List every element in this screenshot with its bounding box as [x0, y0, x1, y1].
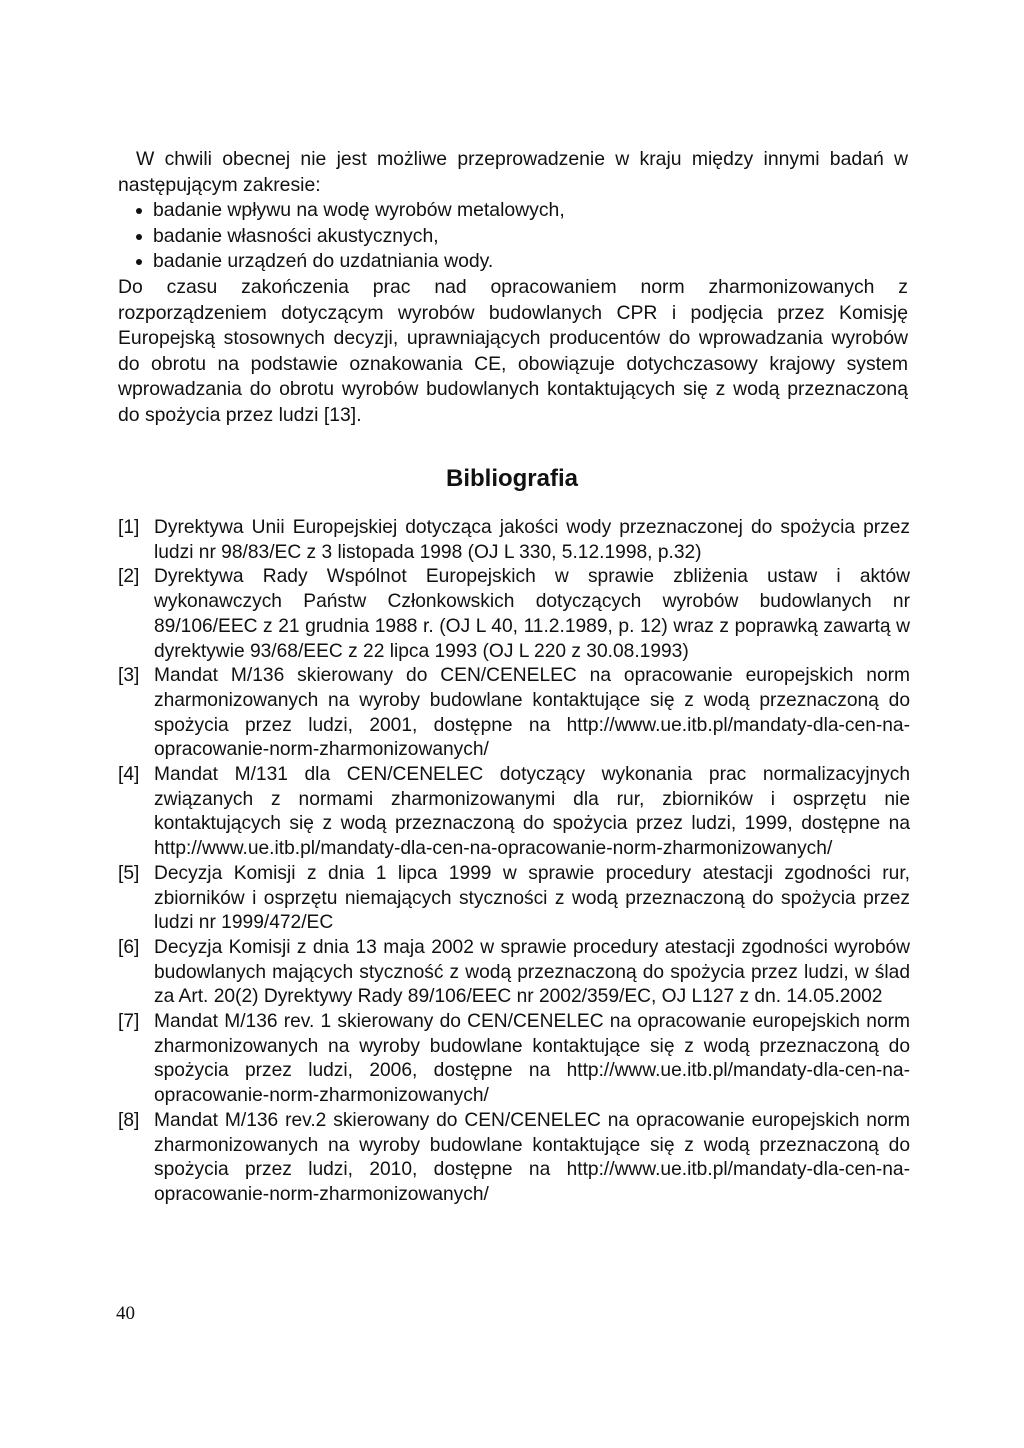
list-item-text: badanie własności akustycznych, — [153, 224, 439, 247]
reference-text: Decyzja Komisji z dnia 13 maja 2002 w sprawie procedury atestacji zgodności wyrobów budowlanych mających styczność z wodą przeznaczoną do spożycia przez ludzi, w ślad za Art. 20(2) Dyrektywy Rady 89/106/EEC nr 2002/359/EC, OJ L127 z dn. 14.05.2002 — [154, 936, 910, 1008]
reference-item — [118, 763, 910, 862]
reference-item — [118, 565, 910, 664]
bullet-icon — [136, 234, 142, 240]
reference-number: [8] — [118, 1109, 140, 1131]
reference-number: [1] — [118, 517, 140, 538]
reference-text: Dyrektywa Rady Wspólnot Europejskich w sprawie zbliżenia ustaw i aktów wykonawczych Państw Członkowskich dotyczących wyrobów budowlanych nr 89/106/EEC z 21 grudnia 1988 r. (OJ L 40, 11.2.1989, p. 12) wraz z poprawką zawartą w dyrektywie 93/68/EEC z 22 lipca 1993 (OJ L 220 z 30.08.1993) — [154, 566, 910, 662]
page-number: 40 — [116, 1303, 135, 1324]
list-item — [136, 224, 908, 250]
list-item — [136, 198, 908, 224]
intro-lead-paragraph: W chwili obecnej nie jest możliwe przeprowadzenie w kraju między innymi badań w następującym zakresie: — [118, 148, 908, 196]
bullet-icon — [136, 208, 142, 214]
bullet-icon — [136, 259, 142, 265]
bibliography-heading: Bibliografia — [445, 465, 578, 492]
reference-number: [7] — [118, 1011, 140, 1033]
list-item-text: badanie urządzeń do uzdatniania wody. — [153, 250, 494, 273]
reference-text: Mandat M/136 rev. 1 skierowany do CEN/CENELEC na opracowanie europejskich norm zharmonizowanych na wyroby budowlane kontaktujące się z wodą przeznaczoną do spożycia przez ludzi, 2006, dostępne na http://www.ue.itb.pl/mandaty-dla-cen-na-opracowanie-norm-zharmonizowanych/ — [154, 1011, 910, 1107]
reference-text: Mandat M/136 skierowany do CEN/CENELEC na opracowanie europejskich norm zharmonizowanych na wyroby budowlane kontaktujące się z wodą przeznaczoną do spożycia przez ludzi, 2001, dostępne na http://www.ue.itb.pl/mandaty-dla-cen-na-opracowanie-norm-zharmonizowanych/ — [154, 665, 910, 761]
reference-item — [118, 1109, 910, 1208]
reference-item — [118, 516, 910, 565]
reference-item — [118, 936, 910, 1010]
system-paragraph: Do czasu zakończenia prac nad opracowaniem norm zharmonizowanych z rozporządzeniem dotyczącym wyrobów budowlanych CPR i podjęcia przez Komisję Europejską stosownych decyzji, uprawniających producentów do wprowadzania wyrobów do obrotu na podstawie oznakowania CE, obowiązuje dotychczasowy krajowy system wprowadzania do obrotu wyrobów budowlanych kontaktujących się z wodą przeznaczoną do spożycia przez ludzi [13]. — [118, 275, 908, 426]
reference-text: Mandat M/136 rev.2 skierowany do CEN/CENELEC na opracowanie europejskich norm zharmonizowanych na wyroby budowlane kontaktujące się z wodą przeznaczoną do spożycia przez ludzi, 2010, dostępne na http://www.ue.itb.pl/mandaty-dla-cen-na-opracowanie-norm-zharmonizowanych/ — [154, 1109, 910, 1205]
list-item-text: badanie wpływu na wodę wyrobów metalowych, — [153, 199, 565, 222]
reference-number: [6] — [118, 936, 140, 958]
reference-number: [2] — [118, 566, 140, 588]
reference-number: [5] — [118, 862, 140, 884]
body-text — [118, 147, 908, 429]
reference-item — [118, 664, 910, 763]
reference-item — [118, 1010, 910, 1109]
reference-item — [118, 862, 910, 936]
bibliography-list — [118, 516, 910, 1208]
reference-number: [3] — [118, 665, 140, 687]
list-item — [136, 249, 908, 275]
reference-text: Decyzja Komisji z dnia 1 lipca 1999 w sprawie procedury atestacji zgodności rur, zbiorników i osprzętu niemających styczności z wodą przeznaczoną do spożycia przez ludzi nr 1999/472/EC — [154, 862, 910, 934]
limitations-list — [118, 198, 908, 275]
reference-text: Mandat M/131 dla CEN/CENELEC dotyczący wykonania prac normalizacyjnych związanych z normami zharmonizowanymi dla rur, zbiorników i osprzętu nie kontaktujących się z wodą przeznaczoną do spożycia przez ludzi, 1999, dostępne na http://www.ue.itb.pl/mandaty-dla-cen-na-opracowanie-norm-zharmonizowanych/ — [154, 764, 910, 860]
reference-number: [4] — [118, 764, 140, 786]
reference-text: Dyrektywa Unii Europejskiej dotycząca jakości wody przeznaczonej do spożycia przez ludzi nr 98/83/EC z 3 listopada 1998 (OJ L 330, 5.12.1998, p.32) — [154, 517, 910, 563]
